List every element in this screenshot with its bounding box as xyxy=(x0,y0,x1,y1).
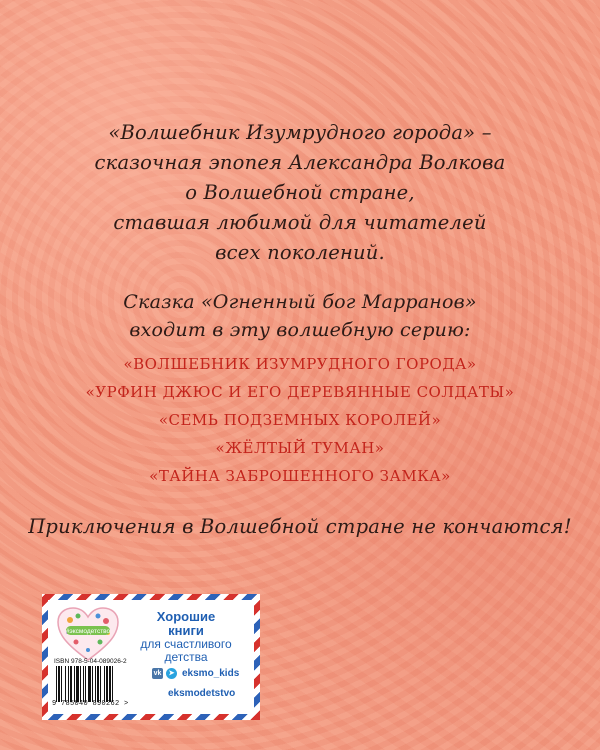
intro-line: всех поколений. xyxy=(215,241,385,264)
barcode-bar xyxy=(61,666,62,702)
series-title: «ТАЙНА ЗАБРОШЕННОГО ЗАМКА» xyxy=(149,467,451,485)
barcode-bar xyxy=(80,666,81,702)
tagline-phrase: детства xyxy=(164,650,208,664)
tagline-phrase: для счастливого xyxy=(140,637,232,651)
social-links xyxy=(152,668,239,679)
series-intro-line: входит в эту волшебную серию: xyxy=(129,319,471,341)
barcode-bar xyxy=(58,666,60,702)
telegram-icon[interactable]: ➤ xyxy=(166,668,177,679)
barcode-bar xyxy=(112,666,113,702)
barcode-bar xyxy=(76,666,79,702)
barcode-bar xyxy=(109,666,111,702)
barcode-bar xyxy=(92,666,93,702)
barcode-bar xyxy=(68,666,69,702)
barcode-bar xyxy=(85,666,86,702)
barcode-bar xyxy=(88,666,91,702)
series-title: «ВОЛШЕБНИК ИЗУМРУДНОГО ГОРОДА» xyxy=(123,355,477,373)
social-handle[interactable]: eksmo_kids xyxy=(182,668,240,679)
tagline-word: Хорошие xyxy=(156,609,216,624)
heart-logo-icon xyxy=(56,606,120,662)
series-title: «УРФИН ДЖЮС И ЕГО ДЕРЕВЯННЫЕ СОЛДАТЫ» xyxy=(85,383,515,401)
series-intro xyxy=(0,288,600,344)
barcode-bar xyxy=(100,666,101,702)
barcode-bar xyxy=(104,666,105,702)
series-intro-line: Сказка «Огненный бог Марранов» xyxy=(123,291,477,313)
barcode-bar xyxy=(97,666,99,702)
barcode-icon xyxy=(54,666,144,702)
publisher-info-card xyxy=(42,594,260,720)
intro-line: «Волшебник Изумрудного города» – xyxy=(108,121,492,144)
barcode-number: 9 785040 890262 > xyxy=(52,700,129,708)
barcode-bar xyxy=(95,666,96,702)
barcode-bar xyxy=(65,666,66,702)
heart-logo-label: #эксмодетство xyxy=(65,628,111,635)
barcode-bar xyxy=(70,666,72,702)
intro-paragraph xyxy=(0,118,600,268)
tagline-word: книги xyxy=(168,623,204,638)
closing-line: Приключения в Волшебной стране не кончаются! xyxy=(28,515,572,538)
series-title-list xyxy=(0,350,600,490)
vk-icon[interactable]: vk xyxy=(153,670,162,677)
barcode-bar xyxy=(56,666,57,702)
intro-line: сказочная эпопея Александра Волкова xyxy=(94,151,506,174)
series-title: «СЕМЬ ПОДЗЕМНЫХ КОРОЛЕЙ» xyxy=(158,411,442,429)
barcode-bar xyxy=(106,666,108,702)
card-inner xyxy=(48,600,254,714)
tagline xyxy=(124,610,248,664)
website-text[interactable]: eksmodetstvo xyxy=(168,688,236,699)
barcode-bar xyxy=(83,666,84,702)
intro-line: о Волшебной стране, xyxy=(185,181,415,204)
series-title: «ЖЁЛТЫЙ ТУМАН» xyxy=(215,439,385,457)
intro-line: ставшая любимой для читателей xyxy=(113,211,487,234)
isbn-text: ISBN 978-5-04-089026-2 xyxy=(54,658,127,665)
barcode-bar xyxy=(74,666,75,702)
